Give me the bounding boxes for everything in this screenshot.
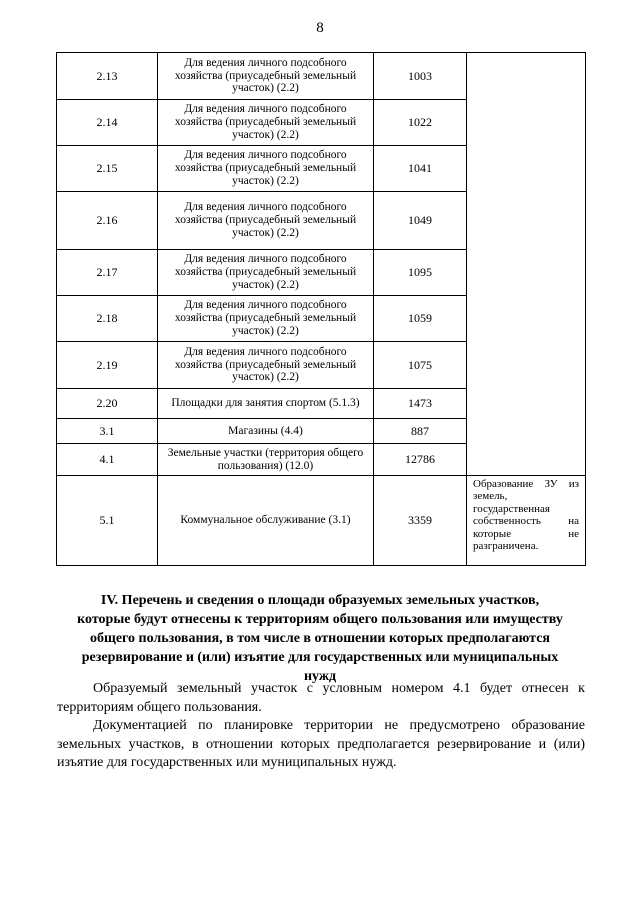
plot-use: Для ведения личного подсобного хозяйства (приусадебный земельный участок) (2.2) — [158, 342, 374, 389]
plot-number: 2.14 — [57, 100, 158, 146]
paragraph-2: Документацией по планировке территории не предусмотрено образование земельных участков, в отношении которых предполагается резервирование и (или) изъятие для государственных или муниципальных нужд. — [57, 718, 585, 770]
plot-number: 2.19 — [57, 342, 158, 389]
plot-area: 1095 — [374, 250, 467, 296]
plot-use: Для ведения личного подсобного хозяйства (приусадебный земельный участок) (2.2) — [158, 296, 374, 342]
plot-number: 2.15 — [57, 146, 158, 192]
plot-area: 1075 — [374, 342, 467, 389]
plot-use: Магазины (4.4) — [158, 419, 374, 444]
plot-use: Для ведения личного подсобного хозяйства (приусадебный земельный участок) (2.2) — [158, 53, 374, 100]
table-row — [57, 476, 586, 566]
plot-use: Площадки для занятия спортом (5.1.3) — [158, 389, 374, 419]
plot-use: Для ведения личного подсобного хозяйства (приусадебный земельный участок) (2.2) — [158, 250, 374, 296]
land-plots-table — [56, 52, 586, 566]
plot-area: 3359 — [374, 476, 467, 566]
plot-use: Земельные участки (территория общего пользования) (12.0) — [158, 444, 374, 476]
plot-area: 887 — [374, 419, 467, 444]
plot-use: Коммунальное обслуживание (3.1) — [158, 476, 374, 566]
plot-area: 1473 — [374, 389, 467, 419]
plot-number: 2.20 — [57, 389, 158, 419]
section-heading: IV. Перечень и сведения о площади образуемых земельных участков, которые будут отнесены к территориям общего пользования или имуществу общего пользования, в том числе в отношении которых предполагаются резервирование и (или) изъятие для государственных или муниципальных нужд — [77, 593, 563, 684]
plot-use: Для ведения личного подсобного хозяйства (приусадебный земельный участок) (2.2) — [158, 100, 374, 146]
plot-area: 12786 — [374, 444, 467, 476]
note-cell-empty — [467, 53, 586, 476]
plot-number: 2.17 — [57, 250, 158, 296]
plot-use: Для ведения личного подсобного хозяйства (приусадебный земельный участок) (2.2) — [158, 192, 374, 250]
plot-note: Образование ЗУ из земель, государственная собственность на которые не разграничена. — [467, 476, 586, 566]
plot-area: 1041 — [374, 146, 467, 192]
plot-number: 2.18 — [57, 296, 158, 342]
plot-area: 1059 — [374, 296, 467, 342]
plot-area: 1003 — [374, 53, 467, 100]
plot-number: 5.1 — [57, 476, 158, 566]
plot-area: 1049 — [374, 192, 467, 250]
plot-number: 2.13 — [57, 53, 158, 100]
table-row — [57, 53, 586, 100]
plot-number: 4.1 — [57, 444, 158, 476]
plot-area: 1022 — [374, 100, 467, 146]
plot-number: 3.1 — [57, 419, 158, 444]
paragraph-1: Образуемый земельный участок с условным номером 4.1 будет отнесен к территориям общего пользования. — [57, 681, 585, 715]
plot-number: 2.16 — [57, 192, 158, 250]
page-number: 8 — [316, 20, 324, 36]
plot-use: Для ведения личного подсобного хозяйства (приусадебный земельный участок) (2.2) — [158, 146, 374, 192]
